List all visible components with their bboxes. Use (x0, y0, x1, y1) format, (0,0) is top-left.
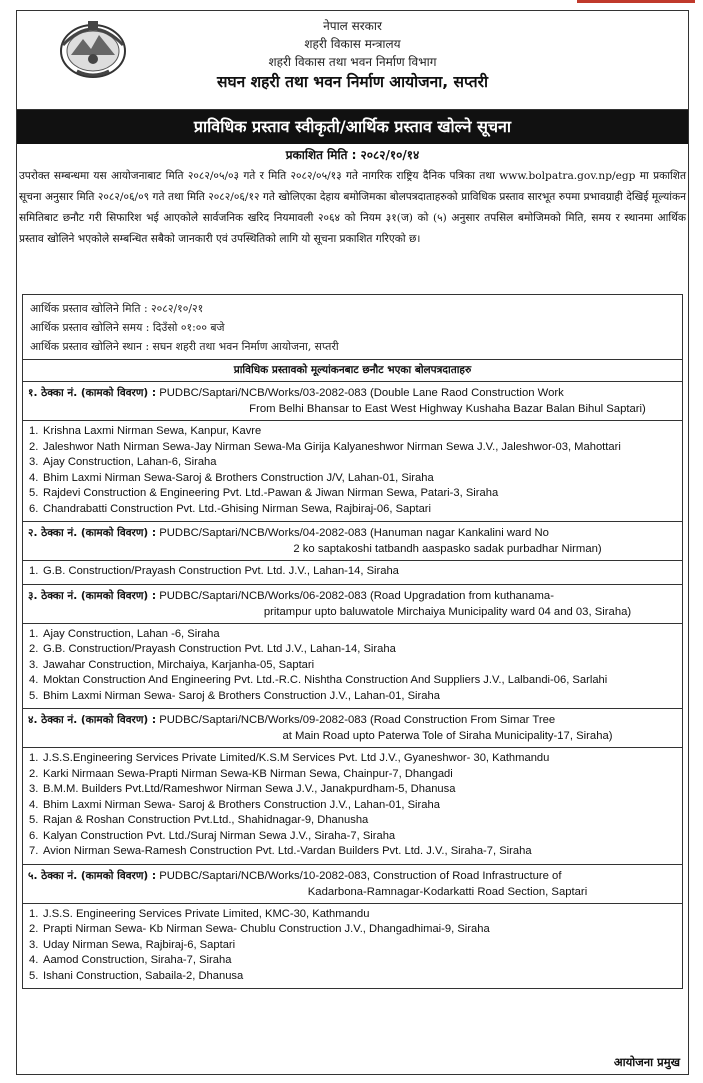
contract-desc-line1: PUDBC/Saptari/NCB/Works/10-2082-083, Construction of Road Infrastructure of (159, 869, 562, 882)
list-item (29, 642, 676, 658)
bidder-name: Chandrabatti Construction Pvt. Ltd.-Ghising Nirman Sewa, Rajbiraj-06, Saptari (43, 502, 432, 515)
bidder-list (23, 624, 682, 709)
contract-label: ५. ठेक्का नं. (कामको विवरण) : (28, 869, 157, 882)
bidder-name: Prapti Nirman Sewa- Kb Nirman Sewa- Chublu Construction J.V., Dhangadhimai-9, Siraha (43, 923, 490, 935)
bidder-name: J.S.S. Engineering Services Private Limited, KMC-30, Kathmandu (43, 907, 370, 920)
contract-header (23, 709, 682, 748)
bidder-name: G.B. Construction/Prayash Construction Pvt. Ltd. J.V., Lahan-14, Siraha (43, 565, 399, 577)
bidder-name: Ajay Construction, Lahan -6, Siraha (43, 627, 220, 640)
bidder-number: 1. (29, 907, 39, 920)
contract-desc-line2: Kadarbona-Ramnagar-Kodarkatti Road Section, Saptari (307, 885, 588, 898)
contract-header (23, 382, 682, 421)
bidder-number: 4. (29, 954, 39, 966)
contract-desc-line1: PUDBC/Saptari/NCB/Works/09-2082-083 (Road Construction From Simar Tree (159, 714, 556, 726)
bidder-name: G.B. Construction/Prayash Construction Pvt. Ltd J.V., Lahan-14, Siraha (43, 643, 396, 655)
bidder-number: 2. (29, 923, 39, 935)
bidder-name: B.M.M. Builders Pvt.Ltd/Rameshwor Nirman Sewa J.V., Janakpurdham-5, Dhanusa (43, 783, 456, 795)
bidder-number: 5. (29, 689, 39, 702)
bidder-number: 2. (29, 767, 39, 780)
bidder-number: 7. (29, 845, 39, 857)
bidder-number: 1. (29, 565, 39, 577)
list-item (29, 502, 676, 518)
top-accent-bar (577, 0, 695, 3)
opening-date: आर्थिक प्रस्ताव खोलिने मिति : २०८२/१०/२१ (30, 302, 204, 315)
list-item (29, 813, 676, 829)
bidder-number: 3. (29, 456, 39, 468)
list-item (29, 782, 676, 798)
list-item (29, 969, 676, 985)
list-item (29, 673, 676, 689)
bidder-number: 1. (29, 752, 39, 764)
table-heading: प्राविधिक प्रस्तावको मूल्यांकनबाट छनौट भएका बोलपत्रदाताहरु (23, 360, 682, 382)
bidder-list (23, 421, 682, 521)
bidder-name: Karki Nirmaan Sewa-Prapti Nirman Sewa-KB Nirman Sewa, Chainpur-7, Dhangadi (43, 767, 453, 780)
contract-desc-line2: From Belhi Bhansar to East West Highway Kushaha Bazar Balan Bihul Saptari) (249, 403, 646, 415)
published-date: प्रकाशित मिति : २०८२/१०/१४ (285, 148, 420, 162)
bidder-number: 3. (29, 938, 39, 951)
contract-desc-line2: at Main Road upto Paterwa Tole of Siraha Municipality-17, Siraha) (282, 730, 613, 742)
bidder-list (23, 561, 682, 584)
list-item (29, 767, 676, 783)
bidder-name: Rajan & Roshan Construction Pvt.Ltd., Shahidnagar-9, Dhanusha (43, 814, 369, 826)
contract-block (23, 709, 682, 865)
opening-place: आर्थिक प्रस्ताव खोलिने स्थान : सघन शहरी तथा भवन निर्माण आयोजना, सप्तरी (30, 340, 339, 353)
contract-block (23, 585, 682, 710)
list-item (29, 689, 676, 705)
bidder-number: 4. (29, 471, 39, 484)
bidder-name: Krishna Laxmi Nirman Sewa, Kanpur, Kavre (43, 425, 262, 437)
header-line-government: नेपाल सरकार (323, 19, 382, 33)
bidder-name: Moktan Construction And Engineering Pvt. Ltd.-R.C. Nishtha Construction And Suppliers J.V., Lalbandi-06, Sarlahi (43, 674, 608, 686)
list-item (29, 627, 676, 643)
bidder-list (23, 904, 682, 989)
bidder-name: J.S.S.Engineering Services Private Limited/K.S.M Services Pvt. Ltd J.V., Gyaneshwor- 30, Kathmandu (43, 752, 550, 764)
contract-label: २. ठेक्का नं. (कामको विवरण) : (28, 527, 157, 539)
bidder-name: Bhim Laxmi Nirman Sewa- Saroj & Brothers Construction J.V., Lahan-01, Siraha (43, 798, 440, 811)
bidder-number: 5. (29, 814, 39, 826)
bidder-name: Rajdevi Construction & Engineering Pvt. Ltd.-Pawan & Jiwan Nirman Sewa, Patari-3, Siraha (43, 487, 499, 499)
contract-desc-line1: PUDBC/Saptari/NCB/Works/04-2082-083 (Hanuman nagar Kankalini ward No (159, 527, 549, 539)
contract-block (23, 865, 682, 989)
list-item (29, 424, 676, 440)
notice-body: उपरोक्त सम्बन्धमा यस आयोजनाबाट मिति २०८२/०५/०३ गते र मिति २०८२/०५/१३ गते नागरिक राष्ट्रिय दैनिक पत्रिका तथा www.bolpatra.gov.np/egp मा प्रकाशित सूचना अनुसार मिति २०८२/०६/०९ गते तथा मिति २०८२/०६/१२ गते खोलिएका देहाय बमोजिमका बोलपत्रदाताहरुको प्राविधिक प्रस्ताव सारभूत रुपमा प्रभावग्राही देखिई मूल्यांकन समितिबाट छनौट गरी सिफारिश भई आएकोले सार्वजनिक खरिद नियमावली २०६४ को नियम ३१(ज) को (५) अनुसार तपसिल बमोजिमको मिति, समय र स्थानमा आर्थिक प्रस्ताव खोलिने भएकोले सम्बन्धित सबैको जानकारी एवं उपस्थितिको लागि यो सूचना प्रकाशित गरिएको छ। (19, 170, 686, 245)
list-item (29, 471, 676, 487)
bidder-name: Jaleshwor Nath Nirman Sewa-Jay Nirman Sewa-Ma Girija Kalyaneshwor Nirman Sewa J.V., Jaleshwor-03, Mahottari (43, 440, 621, 453)
bidder-number: 1. (29, 425, 39, 437)
contract-desc-line1: PUDBC/Saptari/NCB/Works/06-2082-083 (Road Upgradation from kuthanama- (159, 589, 554, 602)
contract-header (23, 522, 682, 561)
contract-label: १. ठेक्का नं. (कामको विवरण) : (28, 387, 157, 399)
contract-header (23, 865, 682, 904)
bidder-number: 2. (29, 440, 39, 453)
bidder-number: 5. (29, 487, 39, 499)
bidder-name: Kalyan Construction Pvt. Ltd./Suraj Nirman Sewa J.V., Siraha-7, Siraha (43, 829, 396, 842)
list-item (29, 829, 676, 845)
bidder-name: Bhim Laxmi Nirman Sewa-Saroj & Brothers Construction J/V, Lahan-01, Siraha (43, 471, 434, 484)
list-item (29, 907, 676, 923)
opening-time: आर्थिक प्रस्ताव खोलिने समय : दिउँसो ०१:०० बजे (30, 321, 225, 334)
contract-label: ३. ठेक्का नं. (कामको विवरण) : (28, 589, 157, 602)
list-item (29, 798, 676, 814)
bidder-name: Ajay Construction, Lahan-6, Siraha (43, 456, 217, 468)
opening-info (23, 295, 682, 360)
bidder-name: Avion Nirman Sewa-Ramesh Construction Pvt. Ltd.-Vardan Builders Pvt. Ltd. J.V., Siraha-7, Siraha (43, 845, 532, 857)
list-item (29, 455, 676, 471)
header-office-name: सघन शहरी तथा भवन निर्माण आयोजना, सप्तरी (216, 73, 488, 91)
contract-desc-line1: PUDBC/Saptari/NCB/Works/03-2082-083 (Double Lane Raod Construction Work (159, 387, 564, 399)
bidder-number: 4. (29, 674, 39, 686)
notice-page (16, 10, 689, 1075)
list-item (29, 564, 676, 580)
bidder-number: 3. (29, 783, 39, 795)
bidder-number: 1. (29, 627, 39, 640)
bidder-name: Ishani Construction, Sabaila-2, Dhanusa (43, 969, 244, 982)
contracts-list (23, 382, 682, 988)
list-item (29, 953, 676, 969)
bidder-name: Bhim Laxmi Nirman Sewa- Saroj & Brothers Construction J.V., Lahan-01, Siraha (43, 689, 440, 702)
list-item (29, 658, 676, 674)
list-item (29, 938, 676, 954)
contract-label: ४. ठेक्का नं. (कामको विवरण) : (28, 714, 157, 726)
contracts-box (22, 294, 683, 989)
contract-block (23, 382, 682, 522)
notice-title: प्राविधिक प्रस्ताव स्वीकृती/आर्थिक प्रस्ताव खोल्ने सूचना (17, 109, 688, 144)
nepal-emblem-icon (57, 15, 129, 81)
bidder-number: 2. (29, 643, 39, 655)
list-item (29, 844, 676, 860)
list-item (29, 751, 676, 767)
bidder-number: 6. (29, 829, 39, 842)
bidder-number: 4. (29, 798, 39, 811)
contract-header (23, 585, 682, 624)
letterhead (17, 11, 688, 109)
bidder-name: Jawahar Construction, Mirchaiya, Karjanha-05, Saptari (43, 658, 315, 671)
contract-block (23, 522, 682, 585)
contract-desc-line2: pritampur upto baluwatole Mirchaiya Municipality ward 04 and 03, Siraha) (263, 605, 632, 618)
bidder-number: 5. (29, 969, 39, 982)
contract-desc-line2: 2 ko saptakoshi tatbandh aaspasko sadak purbadhar Nirman) (293, 543, 602, 555)
header-line-ministry: शहरी विकास मन्त्रालय (304, 37, 401, 51)
bidder-number: 3. (29, 658, 39, 671)
bidder-list (23, 748, 682, 864)
header-line-department: शहरी विकास तथा भवन निर्माण विभाग (268, 55, 437, 69)
signature: आयोजना प्रमुख (613, 1055, 680, 1069)
list-item (29, 922, 676, 938)
bidder-number: 6. (29, 502, 39, 515)
bidder-name: Aamod Construction, Siraha-7, Siraha (43, 954, 232, 966)
list-item (29, 440, 676, 456)
list-item (29, 486, 676, 502)
bidder-name: Uday Nirman Sewa, Rajbiraj-6, Saptari (43, 938, 236, 951)
